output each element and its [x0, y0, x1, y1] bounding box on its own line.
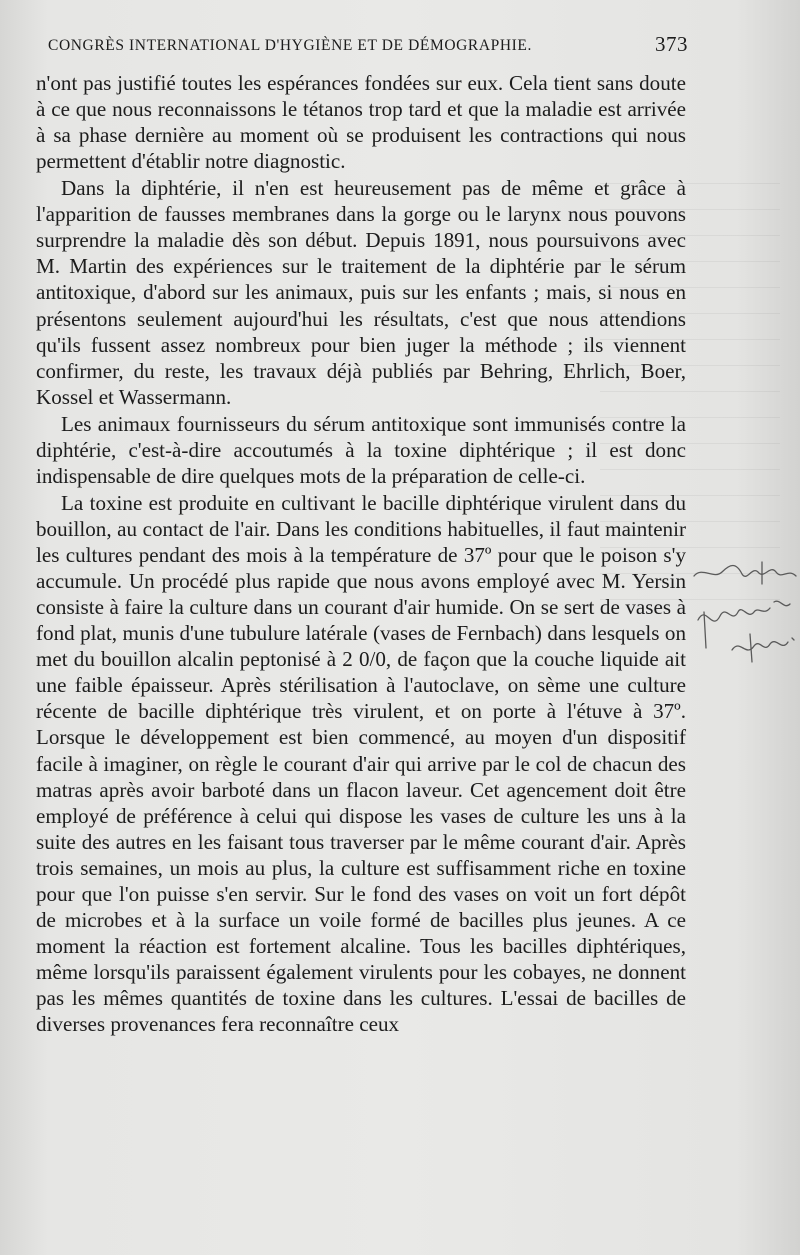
page-number: 373	[655, 32, 688, 56]
running-head	[38, 30, 688, 60]
body-text	[36, 70, 686, 1038]
paragraph-1: n'ont pas justifié toutes les espérances fondées sur eux. Cela tient sans doute à ce que nous reconnaissons le tétanos trop tard et que la maladie est arrivée à sa phase dernière au moment où se produisent les contractions qui nous permettent d'établir notre diagnostic.	[36, 71, 686, 174]
running-title: CONGRÈS INTERNATIONAL D'HYGIÈNE ET DE DÉMOGRAPHIE.	[48, 37, 532, 54]
handwritten-annotation-drawing	[692, 558, 798, 678]
paragraph-3: Les animaux fournisseurs du sérum antitoxique sont immunisés contre la diphtérie, c'est-à-dire accoutumés à la toxine diphtérique ; il est donc indispensable de dire quelques mots de la préparation de celle-ci.	[36, 411, 686, 488]
handwritten-annotation-icon	[692, 558, 798, 678]
paragraph-2: Dans la diphtérie, il n'en est heureusement pas de même et grâce à l'apparition de fausses membranes dans la gorge ou le larynx nous pouvons surprendre la maladie dès son début. Depuis 1891, nous poursuivons avec M. Martin des expériences sur le traitement de la diphtérie par le sérum antitoxique, d'abord sur les animaux, puis sur les enfants ; mais, si nous en présentons seulement aujourd'hui les résultats, c'est que nous attendions qu'ils fussent assez nombreux pour bien juger la méthode ; ils viennent confirmer, du reste, les travaux déjà publiés par Behring, Ehrlich, Boer, Kossel et Wassermann.	[36, 176, 686, 409]
paragraph-4: La toxine est produite en cultivant le bacille diphtérique virulent dans du bouillon, au contact de l'air. Dans les conditions habituelles, il faut maintenir les cultures pendant des mois à la température de 37º pour que le poison s'y accumule. Un procédé plus rapide que nous avons employé avec M. Yersin consiste à faire la culture dans un courant d'air humide. On se sert de vases à fond plat, munis d'une tubulure latérale (vases de Fernbach) dans lesquels on met du bouillon alcalin peptonisé à 2 0/0, de façon que la couche liquide ait une faible épaisseur. Après stérilisation à l'autoclave, on sème une culture récente de bacille diphtérique très virulent, et on porte à l'étuve à 37º. Lorsque le développement est bien commencé, au moyen d'un dispositif facile à imaginer, on règle le courant d'air qui arrive par le col de chacun des matras après avoir barboté dans un flacon laveur. Cet agencement doit être employé de préférence à celui qui dispose les vases de culture les uns à la suite des autres en les faisant tous traverser par le même courant d'air. Après trois semaines, un mois au plus, la culture est suffisamment riche en toxine pour que l'on puisse s'en servir. Sur le fond des vases on voit un fort dépôt de microbes et à la surface un voile formé de bacilles plus jeunes. A ce moment la réaction est fortement alcaline. Tous les bacilles diphtériques, même lorsqu'ils paraissent également virulents pour les cobayes, ne donnent pas les mêmes quantités de toxine dans les cultures. L'essai de bacilles de diverses provenances fera reconnaître ceux	[36, 490, 686, 1037]
